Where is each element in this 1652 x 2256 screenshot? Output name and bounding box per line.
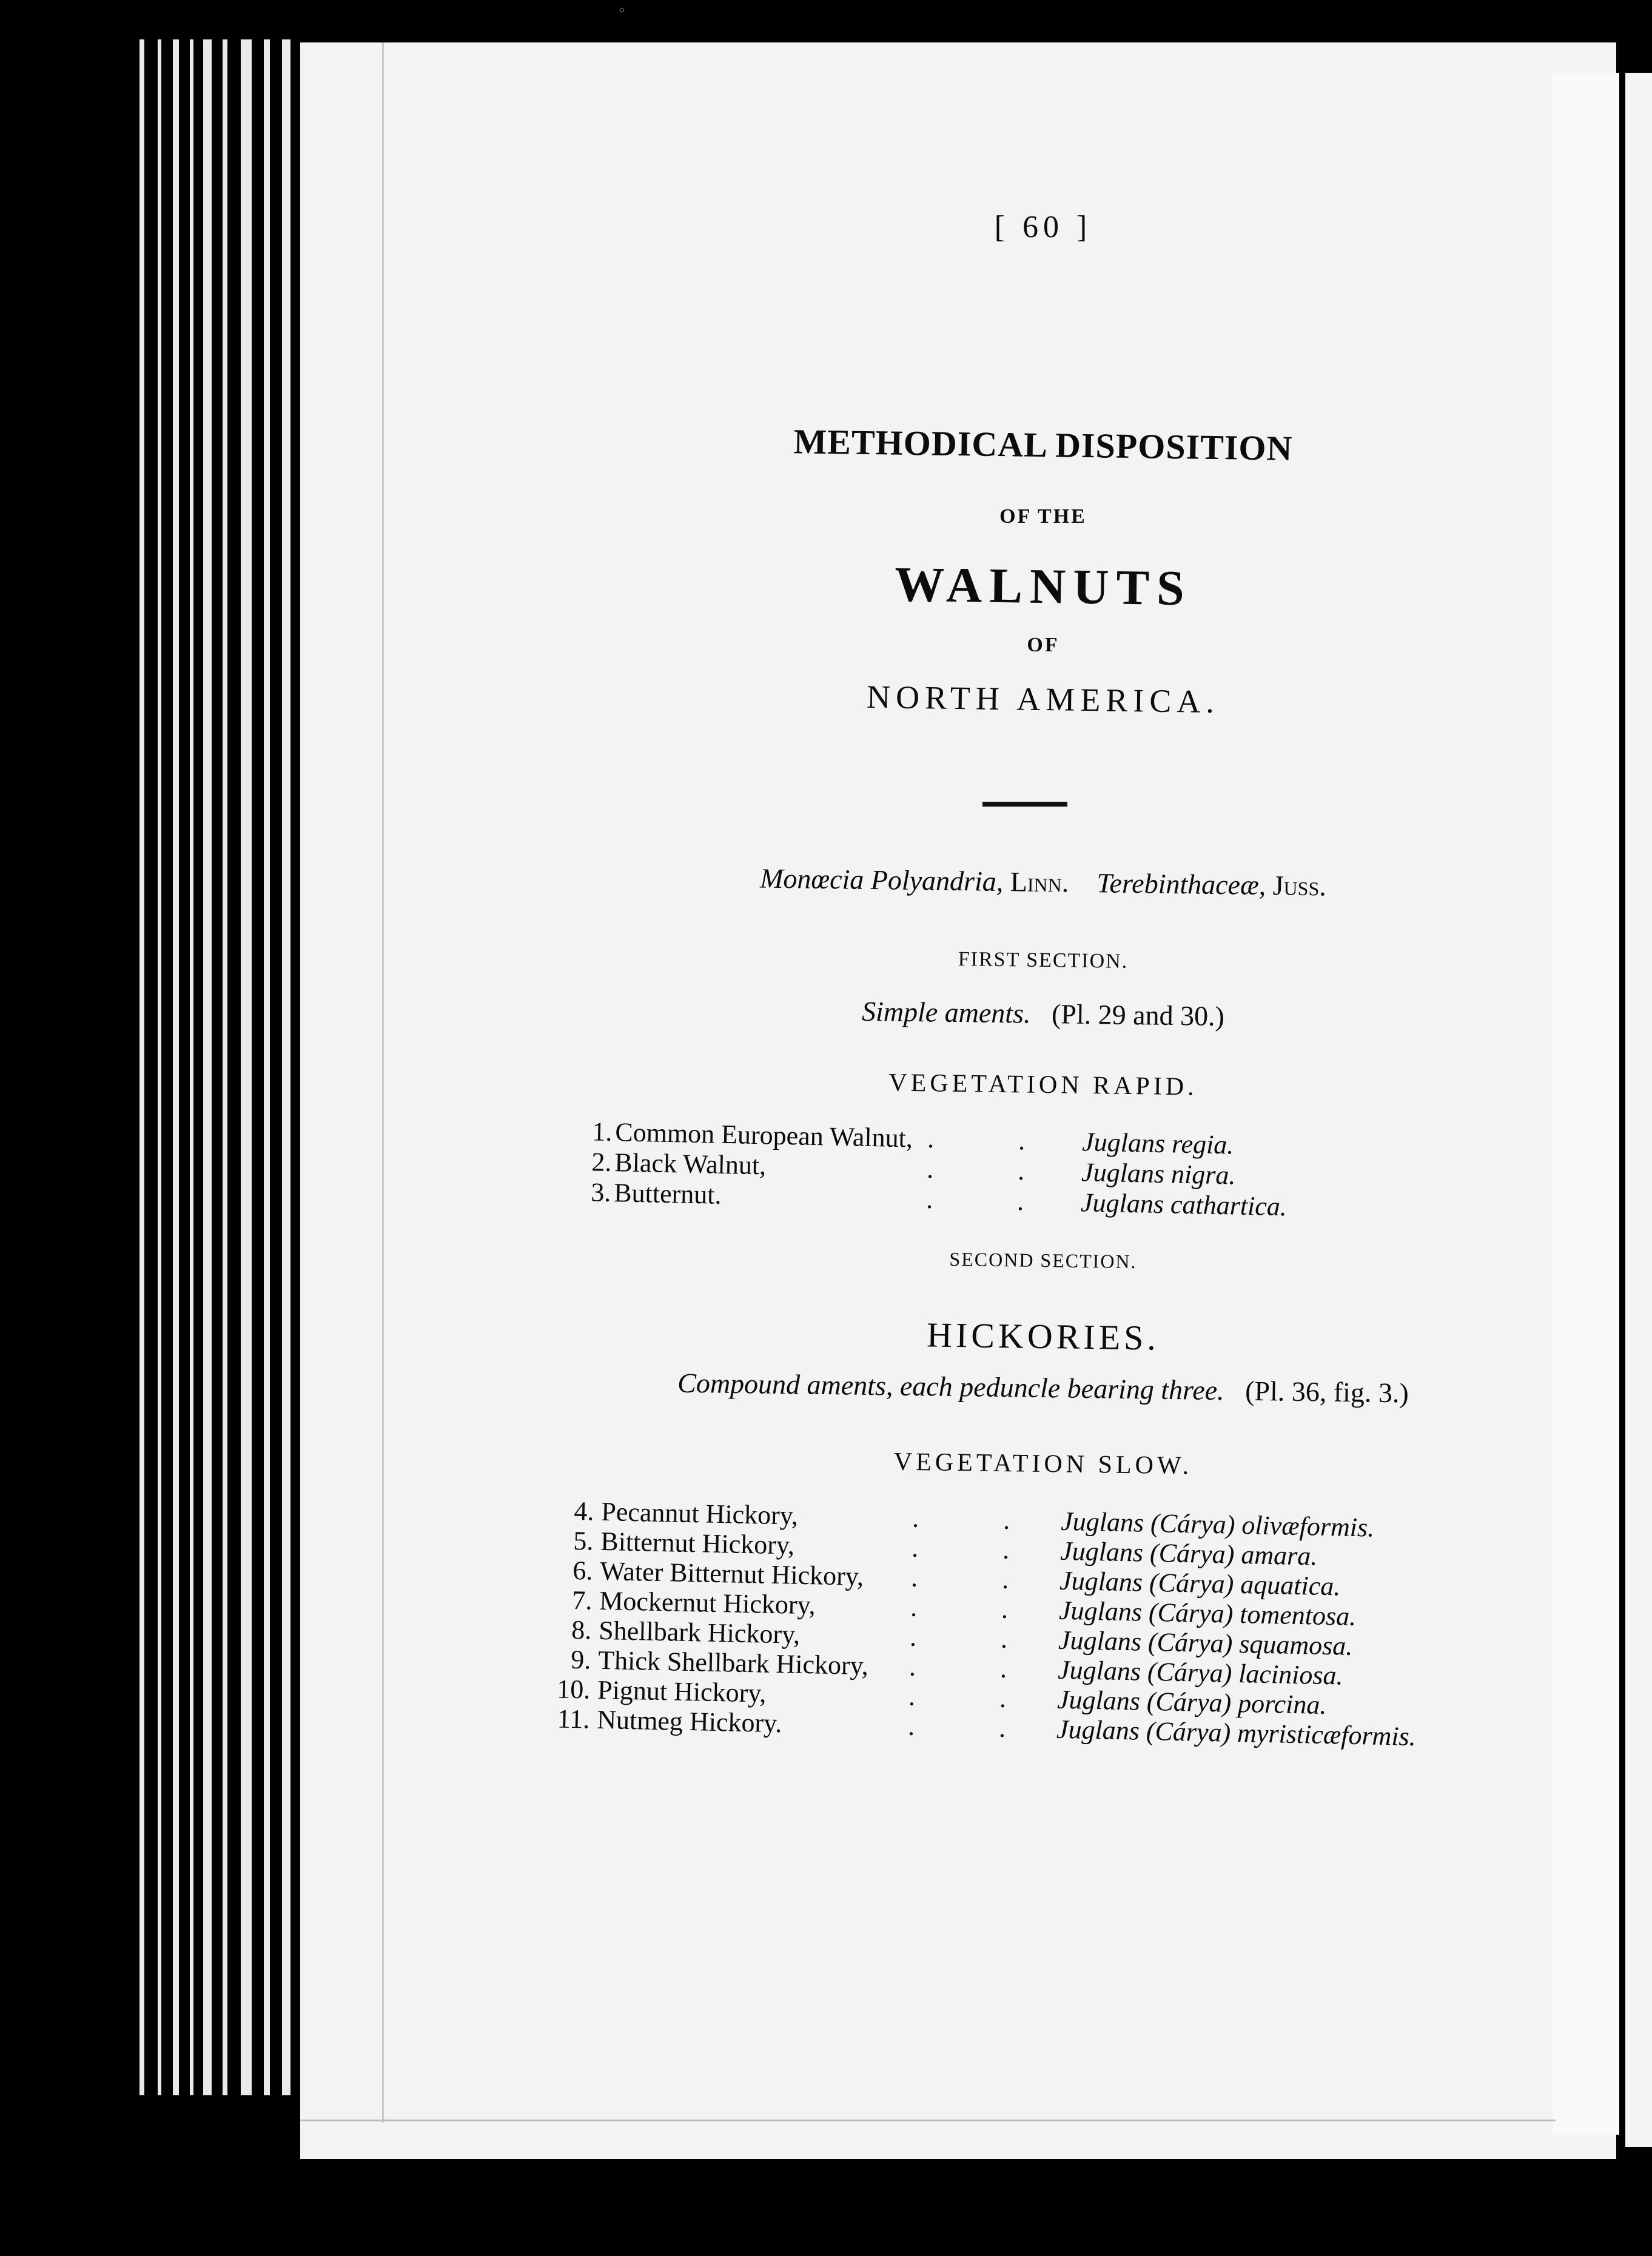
leader-dot: . xyxy=(1001,1564,1009,1595)
species-number: 10. xyxy=(556,1674,591,1705)
species-scientific-name: Juglans regia. xyxy=(1081,1127,1234,1160)
species-common-name: Pignut Hickory, xyxy=(597,1674,767,1708)
leader-dot: . xyxy=(910,1592,918,1622)
title-line-1: METHODICAL DISPOSITION xyxy=(793,421,1293,468)
species-scientific-name: Juglans nigra. xyxy=(1081,1157,1236,1190)
species-scientific-name: Juglans (Cárya) porcina. xyxy=(1056,1684,1327,1721)
species-number: 1. xyxy=(591,1116,613,1147)
leader-dot: . xyxy=(926,1153,934,1184)
linnaean-class: Monœcia Polyandria, xyxy=(759,862,1004,898)
first-section-aments: Simple aments. xyxy=(861,995,1031,1029)
leader-dot: . xyxy=(912,1503,919,1533)
leader-dot: . xyxy=(1016,1186,1024,1217)
leader-dot: . xyxy=(927,1123,935,1154)
species-scientific-name: Juglans (Cárya) olivæformis. xyxy=(1060,1506,1375,1543)
species-number: 9. xyxy=(570,1644,591,1675)
first-section-plates: (Pl. 29 and 30.) xyxy=(1051,998,1225,1032)
facing-page-edge xyxy=(1625,73,1652,2147)
species-number: 8. xyxy=(571,1614,592,1645)
leader-dot: . xyxy=(910,1562,918,1593)
leader-dot: . xyxy=(908,1681,916,1711)
leader-dot: . xyxy=(1018,1126,1026,1156)
species-number: 7. xyxy=(571,1585,593,1616)
leader-dot: . xyxy=(911,1533,919,1563)
species-common-name: Pecannut Hickory, xyxy=(600,1496,799,1531)
title-line-2: OF THE xyxy=(999,505,1087,528)
page-margin-line xyxy=(382,42,384,2123)
species-number: 6. xyxy=(572,1555,593,1586)
first-section-vegetation: VEGETATION RAPID. xyxy=(888,1069,1198,1101)
second-section-plates: (Pl. 36, fig. 3.) xyxy=(1244,1375,1409,1409)
species-number: 5. xyxy=(572,1525,594,1556)
species-scientific-name: Juglans (Cárya) tomentosa. xyxy=(1058,1595,1357,1632)
leader-dot: . xyxy=(908,1651,916,1682)
walnut-species-list xyxy=(580,1116,1310,1222)
title-line-3: WALNUTS xyxy=(894,556,1192,616)
second-section-label: SECOND SECTION. xyxy=(949,1247,1137,1273)
page-gutter-shadow xyxy=(1553,73,1619,2135)
page-bottom-edge xyxy=(300,2120,1556,2121)
linnaean-author: Linn. xyxy=(1010,866,1069,898)
species-scientific-name: Juglans (Cárya) amara. xyxy=(1059,1536,1318,1571)
species-scientific-name: Juglans (Cárya) aquatica. xyxy=(1059,1565,1341,1602)
species-scientific-name: Juglans (Cárya) myristicæformis. xyxy=(1056,1714,1417,1752)
second-section-aments: Compound aments, each peduncle bearing three. xyxy=(677,1367,1225,1406)
leader-dot: . xyxy=(1001,1594,1009,1624)
species-common-name: Nutmeg Hickory. xyxy=(596,1704,782,1739)
leader-dot: . xyxy=(925,1184,933,1215)
species-number: 11. xyxy=(557,1704,590,1734)
section-divider xyxy=(982,802,1067,807)
species-number: 3. xyxy=(590,1177,611,1208)
species-scientific-name: Juglans (Cárya) squamosa. xyxy=(1058,1625,1353,1661)
leader-dot: . xyxy=(999,1653,1007,1684)
leader-dot: . xyxy=(907,1711,915,1741)
first-section-label: FIRST SECTION. xyxy=(958,948,1129,973)
book-page-edges xyxy=(82,39,300,2095)
species-common-name: Water Bitternut Hickory, xyxy=(599,1556,864,1591)
leader-dot: . xyxy=(999,1683,1007,1713)
second-section-vegetation: VEGETATION SLOW. xyxy=(893,1448,1193,1480)
scan-speck: ◦ xyxy=(619,0,625,20)
species-common-name: Thick Shellbark Hickory, xyxy=(597,1645,869,1681)
page-number: [ 60 ] xyxy=(994,210,1092,244)
leader-dot: . xyxy=(909,1622,917,1652)
species-number: 4. xyxy=(573,1496,594,1526)
species-common-name: Black Walnut, xyxy=(614,1147,767,1181)
species-common-name: Mockernut Hickory, xyxy=(599,1585,816,1620)
leader-dot: . xyxy=(1002,1534,1010,1565)
second-section-title: HICKORIES. xyxy=(926,1315,1160,1358)
leader-dot: . xyxy=(1000,1623,1008,1654)
species-common-name: Bitternut Hickory, xyxy=(600,1526,795,1560)
jussieu-family: Terebinthaceæ, xyxy=(1096,867,1266,901)
jussieu-author: Juss. xyxy=(1272,870,1327,902)
leader-dot: . xyxy=(998,1713,1006,1743)
species-common-name: Butternut. xyxy=(613,1178,722,1210)
species-scientific-name: Juglans cathartica. xyxy=(1080,1187,1288,1222)
leader-dot: . xyxy=(1017,1156,1025,1186)
hickory-species-list xyxy=(541,1495,1456,1751)
species-number: 2. xyxy=(591,1147,612,1178)
leader-dot: . xyxy=(1002,1505,1010,1536)
title-line-5: NORTH AMERICA. xyxy=(866,678,1220,720)
species-common-name: Common European Walnut, xyxy=(614,1117,913,1153)
title-line-4: OF xyxy=(1027,634,1059,656)
species-common-name: Shellbark Hickory, xyxy=(598,1615,801,1650)
species-scientific-name: Juglans (Cárya) laciniosa. xyxy=(1057,1654,1344,1691)
book-page xyxy=(300,42,1616,2159)
